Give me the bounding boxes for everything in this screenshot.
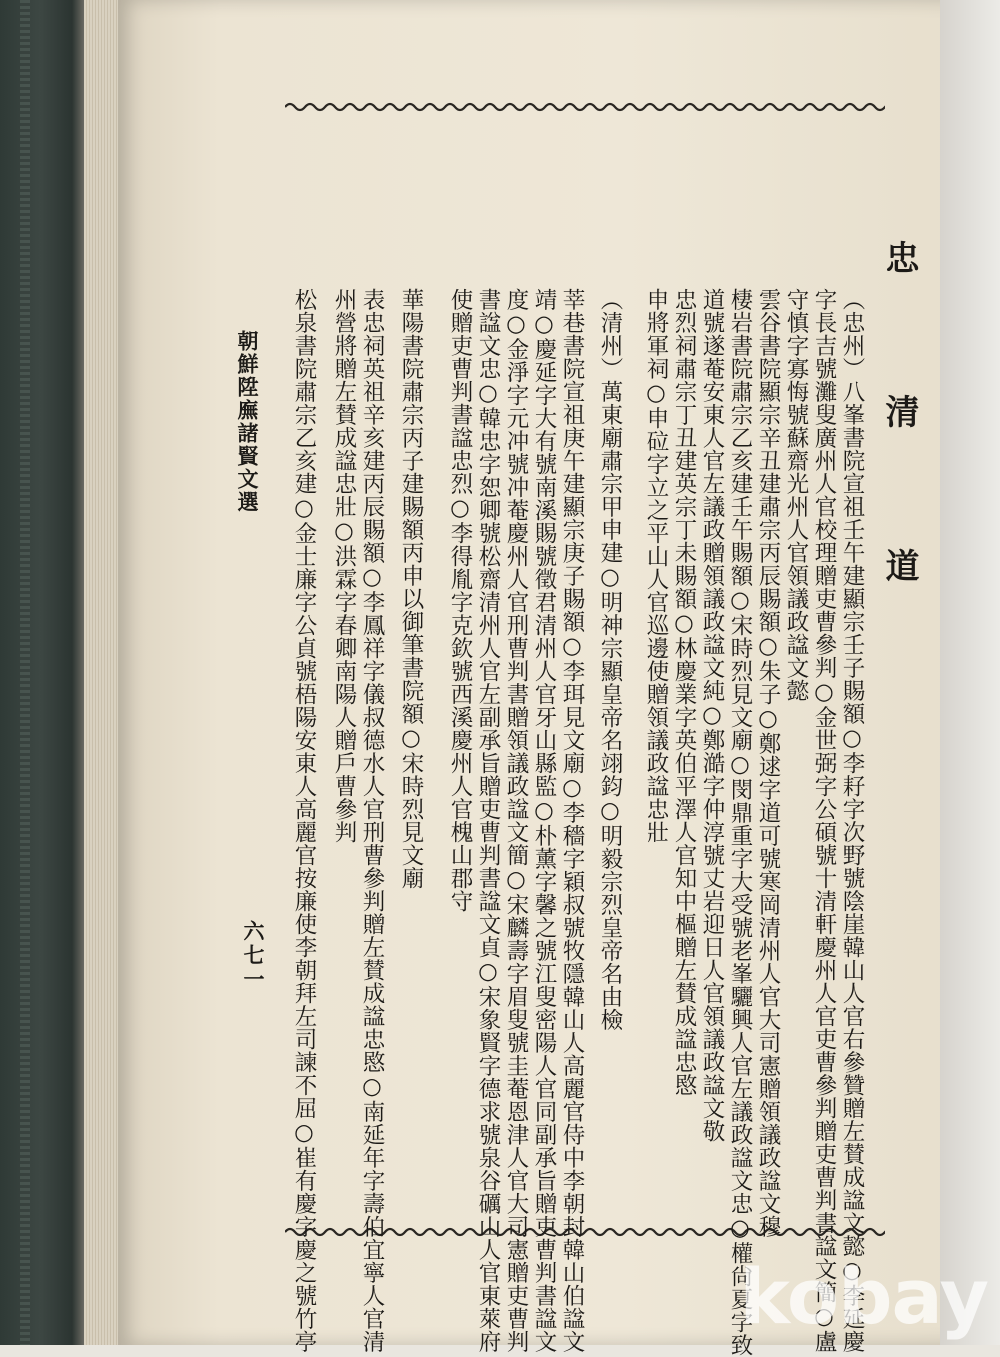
text-line-1: （忠州）八峯書院宣祖壬午建顯宗壬子賜額○李耔字次野號陰崖韓山人官右參贊贈左賛成諡文懿○李延慶 — [839, 288, 865, 1353]
text-line-16: 表忠祠英祖辛亥建丙辰賜額○李鳳祥字儀叔德水人官刑曹參判贈左賛成諡忠愍○南延年字壽伯宜寧人官清 — [359, 288, 385, 1353]
running-footer-title: 朝鮮陞廡諸賢文選 — [235, 330, 260, 514]
text-line-17: 州營將贈左賛成諡忠壯○洪霖字春卿南陽人贈戶曹參判 — [331, 288, 357, 844]
text-line-6: 道號遂菴安東人官左議政贈領議政諡文純○鄭澔字仲淳號丈岩迎日人官領議政諡文敬 — [699, 288, 725, 1143]
section-title: 忠 清 道 — [879, 240, 919, 622]
text-line-7: 忠烈祠肅宗丁丑建英宗丁未賜額○林慶業字英伯平澤人官知中樞贈左賛成諡忠愍 — [671, 288, 697, 1097]
text-line-12: 度○金淨字元冲號冲菴慶州人官刑曹判書贈領議政諡文簡○宋麟壽字眉叟號圭菴恩津人官大司憲贈吏曹判 — [503, 288, 529, 1353]
page-number: 六七一 — [241, 920, 266, 992]
text-line-14: 使贈吏曹判書諡忠烈○李得胤字克欽號西溪慶州人官槐山郡守 — [447, 288, 473, 913]
text-line-18: 松泉書院肅宗乙亥建○金士廉字公貞號梧陽安東人高麗官按廉使李朝拜左司諫不屈○崔有慶字慶之號竹亭 — [291, 288, 317, 1353]
text-line-8: 申將軍祠○申砬字立之平山人官巡邊使贈領議政諡忠壯 — [643, 288, 669, 844]
background-surface — [940, 0, 1000, 1345]
book-binding — [20, 0, 30, 1345]
text-line-13: 書諡文忠○韓忠字恕卿號松齋清州人官左副承旨贈吏曹判書諡文貞○宋象賢字德求號泉谷礪山人官東萊府 — [475, 288, 501, 1353]
text-line-9: （清州）萬東廟肅宗甲申建○明神宗顯皇帝名翊鈞○明毅宗烈皇帝名由檢 — [597, 288, 623, 1031]
text-line-15: 華陽書院肅宗丙子建賜額丙申以御筆書院額○宋時烈見文廟 — [398, 288, 424, 890]
text-line-2: 字長吉號灘叟廣州人官校理贈吏曹參判○金世弼字公碩號十清軒慶州人官吏曹參判贈吏曹判書諡文簡○盧 — [811, 288, 837, 1353]
kobay-watermark: kobay — [739, 1252, 988, 1341]
text-line-11: 靖○慶延字大有號南溪賜號徵君清州人官牙山縣監○朴薰字馨之號江叟密陽人官同副承旨贈吏曹判書諡文 — [531, 288, 557, 1353]
text-line-5: 棲岩書院肅宗乙亥建壬午賜額○宋時烈見文廟○閔鼎重字大受號老峯驪興人官左議政諡文忠○權尙夏字致 — [727, 288, 753, 1357]
text-line-10: 莘巷書院宣祖庚午建顯宗庚子賜額○李珥見文廟○李穡字穎叔號牧隱韓山人高麗官侍中李朝封韓山伯諡文 — [559, 288, 585, 1353]
book-cover-edge — [0, 0, 84, 1345]
text-line-3: 守慎字寡悔號蘇齋光州人官領議政諡文懿 — [783, 288, 809, 702]
top-wavy-rule — [285, 100, 885, 114]
text-line-4: 雲谷書院顯宗辛丑建肅宗丙辰賜額○朱子○鄭逑字道可號寒岡清州人官大司憲贈領議政諡文穆 — [755, 288, 781, 1238]
